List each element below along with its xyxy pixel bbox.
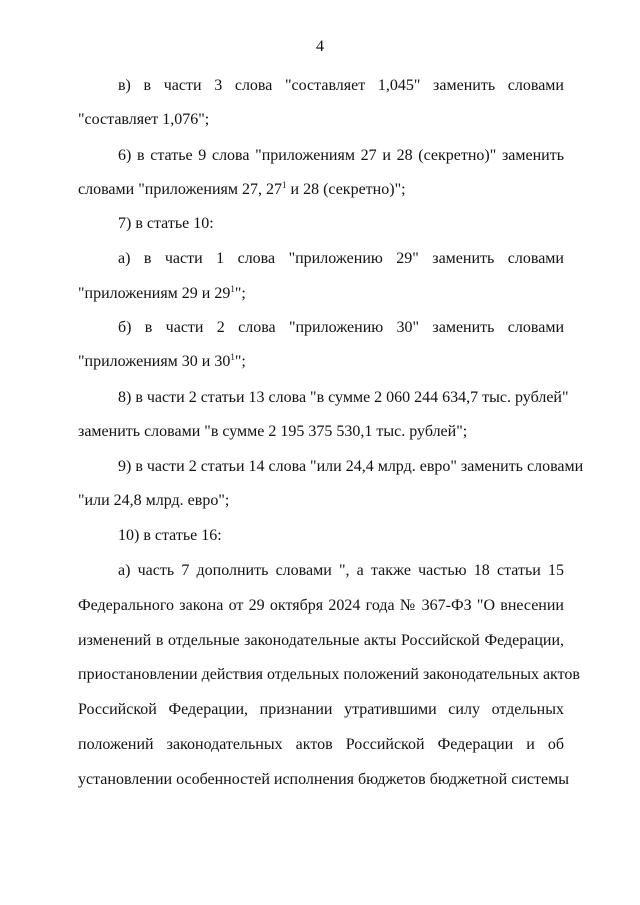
text-line-2: "составляет 1,076"; [78, 111, 210, 128]
text-line-7 [78, 284, 564, 304]
text-line-20: положений законодательных актов Российской Федерации и об [78, 736, 564, 753]
text-line-13: "или 24,8 млрд. евро"; [78, 492, 230, 509]
text-segment: "приложениям 29 и 29 [78, 285, 231, 302]
text-line-14: 10) в статье 16: [118, 527, 222, 544]
text-segment: "; [234, 353, 246, 370]
text-line-15: а) часть 7 дополнить словами ", а также частью 18 статьи 15 [118, 562, 564, 579]
superscript: 1 [282, 180, 287, 190]
superscript: 1 [230, 284, 235, 294]
text-segment: и 28 (секретно)"; [286, 181, 406, 198]
text-line-11: заменить словами "в сумме 2 195 375 530,1 тыс. рублей"; [78, 423, 468, 440]
text-line-9 [78, 352, 564, 372]
text-line-10: 8) в части 2 статьи 13 слова "в сумме 2 060 244 634,7 тыс. рублей" [118, 389, 569, 406]
text-line-17: изменений в отдельные законодательные акты Российской Федерации, [78, 632, 564, 649]
text-line-6: а) в части 1 слова "приложению 29" заменить словами [118, 250, 564, 267]
superscript: 1 [230, 352, 235, 362]
text-line-12: 9) в части 2 статьи 14 слова "или 24,4 млрд. евро" заменить словами [118, 458, 584, 475]
text-line-21: установлении особенностей исполнения бюджетов бюджетной системы [78, 771, 569, 788]
text-line-16: Федерального закона от 29 октября 2024 года № 367-ФЗ "О внесении [78, 597, 564, 614]
text-line-19: Российской Федерации, признании утратившими силу отдельных [78, 701, 564, 718]
text-line-4 [78, 180, 564, 200]
text-segment: "; [234, 285, 246, 302]
text-line-18: приостановлении действия отдельных положений законодательных актов [78, 666, 580, 683]
text-line-3: 6) в статье 9 слова "приложениям 27 и 28 (секретно)" заменить [118, 147, 564, 164]
page-number: 4 [316, 38, 324, 55]
text-segment: словами "приложениям 27, 27 [78, 181, 283, 198]
text-line-5: 7) в статье 10: [118, 215, 214, 232]
text-line-1: в) в части 3 слова "составляет 1,045" заменить словами [118, 77, 564, 94]
text-segment: "приложениям 30 и 30 [78, 353, 231, 370]
text-line-8: б) в части 2 слова "приложению 30" заменить словами [118, 319, 564, 336]
